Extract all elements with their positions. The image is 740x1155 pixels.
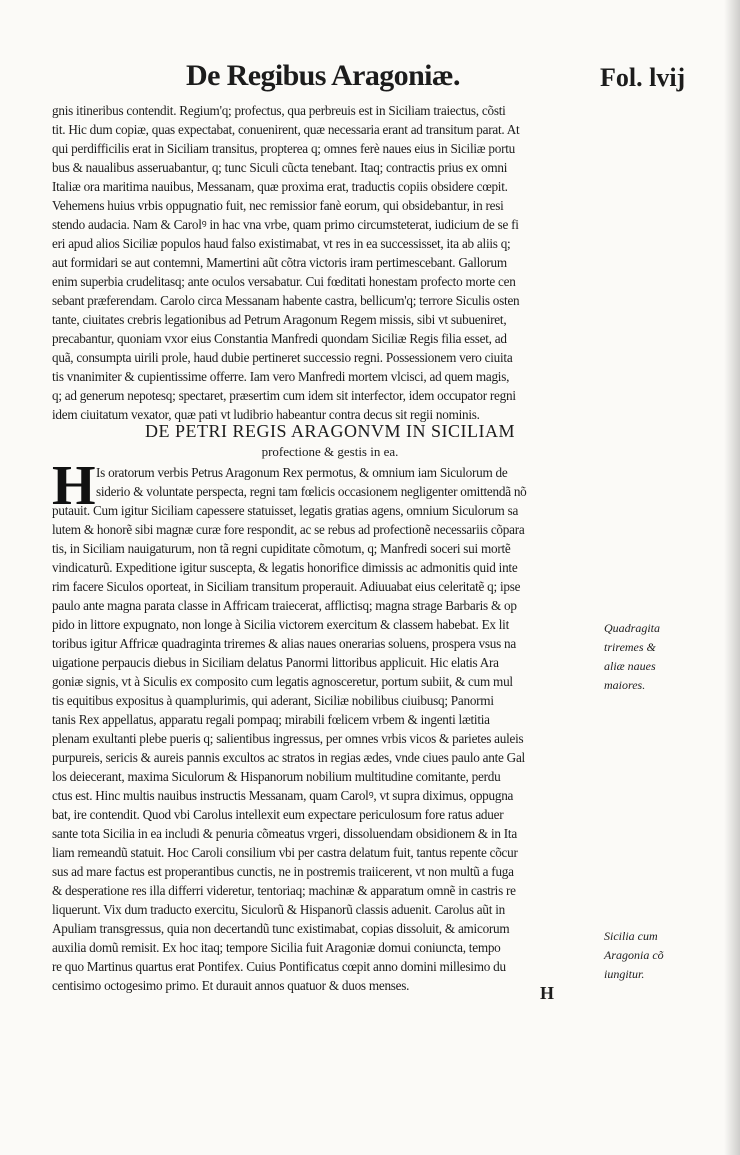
margin-note-triremes [604,619,700,695]
text-line: precabantur, quoniam vxor eius Constantia Manfredi quondam Siciliæ Regis filia esset, ad [52,331,507,346]
text-line: tanis Rex appellatus, apparatu regali pompaq; mirabili fœlicem vrbem & ingenti lætitia [52,712,490,727]
text-line: tis vnanimiter & cupientissime offerre. Iam vero Manfredi mortem vlcisci, ad quem magis, [52,369,510,384]
text-line: re quo Martinus quartus erat Pontifex. Cuius Pontificatus cœpit anno domini millesimo du [52,959,506,974]
text-line: toribus igitur Affricæ quadraginta triremes & alias naues onerarias soluens, prospera vsus na [52,636,516,651]
text-line: enim superbia crudelitasq; ante oculos versabatur. Cui fœditati honestam profecto morte cen [52,274,516,289]
text-line: sante tota Sicilia in ea includi & penuria cõmeatus vrgeri, dissoluendam obsidionem & in Ita [52,826,517,841]
text-line: Vehemens huius vrbis oppugnatio fuit, nec remissior fanè eorum, qui obsidebantur, in resi [52,198,504,213]
section-heading [100,419,560,460]
text-line: paulo ante magna parata classe in Affricam traiecerat, afflictisq; magna strage Barbaris & op [52,598,517,613]
text-line: idem ciuitatum vexator, quæ pati vt ludibrio habeantur contra decus sit regii nominis. [52,407,480,422]
text-line: goniæ signis, vt à Siculis ex composito cum legatis agnosceretur, portum subiit, & cum mul [52,674,513,689]
text-line: ctus est. Hinc multis nauibus instructis Messanam, quam Carolꝰ, vt supra diximus, oppugna [52,788,514,803]
text-line: putauit. Cum igitur Siciliam capessere statuisset, legatis gratias agens, omnium Siculorum sa [52,503,519,518]
folio-number: Fol. lvij [600,63,686,92]
paragraph-continuation [52,101,612,424]
margin-note-line: aliæ naues [604,659,656,673]
text-line: pido in littore expugnato, non longe à Sicilia victorem exercitum & classem habebat. Ex lit [52,617,510,632]
text-line: Apuliam transgressus, quia non decertandũ tunc existimabat, copias dissoluit, & amicorum [52,921,510,936]
text-line: tis equitibus expositus à quamplurimis, qui aderant, Siciliæ nobilibus ciuibusq; Panormi [52,693,494,708]
text-line: los deiecerant, maxima Siculorum & Hispanorum nobilium multitudine comitante, perdu [52,769,501,784]
margin-note-line: maiores. [604,678,646,692]
text-line: & desperatione res illa differri videretur, tentoriaq; machinæ & apparatum omnẽ in castris re [52,883,516,898]
paragraph-main [52,455,612,995]
text-line: Is oratorum verbis Petrus Aragonum Rex permotus, & omnium iam Siculorum de [96,465,508,480]
text-line: sebant præferendam. Carolo circa Messanam habente castra, bellicum'q; terrore Siculis osten [52,293,520,308]
text-line: aut formidari se aut contemni, Mamertini aũt cõtra victoris iram pertimescebant. Gallorum [52,255,507,270]
text-line: quã, consumpta uirili prole, haud dubie pertineret successio regni. Possessionem vero ciuita [52,350,513,365]
text-line: tit. Hic dum copiæ, quas expectabat, conuenirent, quæ necessaria erant ad transitum parat. At [52,122,520,137]
drop-cap: H [52,455,96,517]
text-line: bus & naualibus asseruabantur, q; tunc Siculi cũcta tenebant. Itaq; contractis prius ex omni [52,160,508,175]
text-line: Italiæ ora maritima nauibus, Messanam, quæ proxima erat, traductis copiis obsidere cœpit. [52,179,508,194]
margin-note-line: triremes & [604,640,656,654]
text-line: lutem & honorẽ sibi magnæ curæ fore respondit, ac se rebus ad profectionẽ necessariis cõpara [52,522,525,537]
text-line: sus ad mare factus est properantibus cunctis, ne in postremis traiicerent, vt non multũ a fuga [52,864,514,879]
margin-note-line: Aragonia cõ [604,948,664,962]
page-edge-shadow [724,0,740,1155]
text-line: plenam exultanti plebe pueris q; salientibus ingressus, per omnes vrbis vicos & parietes auleis [52,731,524,746]
text-line: tante, ciuitates crebris legationibus ad Petrum Aragonum Regem missis, sibi vt subueniret, [52,312,507,327]
text-line: gnis itineribus contendit. Regium'q; profectus, qua perbreuis est in Siciliam traiectus, cõsti [52,103,506,118]
margin-note-line: iungitur. [604,967,645,981]
text-line: vindicaturũ. Expeditione igitur suscepta, & legatis honorifice dimissis ac admonitis quid inte [52,560,518,575]
margin-note-sicilia [604,927,700,984]
margin-note-line: Sicilia cum [604,929,658,943]
text-line: qui perdifficilis erat in Siciliam transitus, propterea q; omnes ferè naues eius in Siciliæ portu [52,141,515,156]
text-line: siderio & voluntate perspecta, regni tam fœlicis occasionem negligenter omittendã nõ [96,484,527,499]
text-line: purpureis, sericis & aureis pannis excultos ac stratos in regias ædes, vnde ciues paulo ante Gal [52,750,525,765]
text-line: uigatione perpaucis diebus in Siciliam delatus Panormi littoribus applicuit. Hic elatis Ara [52,655,499,670]
text-line: liquerunt. Vix dum traducto exercitu, Siculorũ & Hispanorũ classis aduenit. Carolus aũt in [52,902,505,917]
running-title: De Regibus Aragoniæ. [186,59,460,92]
text-line: auxilia domũ remisit. Ex hoc itaq; tempore Sicilia fuit Aragoniæ domui coniuncta, tempo [52,940,501,955]
margin-note-line: Quadragita [604,621,661,635]
section-heading-title: DE PETRI REGIS ARAGONVM IN SICILIAM [144,421,515,441]
signature-mark: H [540,983,555,1003]
text-line: stendo audacia. Nam & Carolꝰ in hac vna vrbe, quam primo circumsteterat, iudicium de se fi [52,217,519,232]
text-line: q; ad generum nepotesq; spectaret, præsertim cum idem sit interfector, idem occupator regni [52,388,516,403]
text-line: centisimo octogesimo primo. Et durauit annos quatuor & duos menses. [52,978,410,993]
section-heading-subtitle: profectione & gestis in ea. [261,444,399,459]
text-line: tis, in Siciliam nauigaturum, non tã regni cupiditate cõmotum, q; Manfredi soceri sui mortẽ [52,541,511,556]
text-line: rim facere Siculos oporteat, in Siciliam transitum properauit. Adiuuabat eius celeritatẽ q; ipse [52,579,521,594]
text-line: eri apud alios Siciliæ populos haud falso existimabat, vt res in ea successisset, ita ab aliis q; [52,236,511,251]
text-line: liam remeandũ statuit. Hoc Caroli consilium vbi per castra delatum fuit, tantus repente cõcur [52,845,518,860]
text-line: bat, ire contendit. Quod vbi Carolus intellexit eum expectare periculosum fore ratus aduer [52,807,504,822]
